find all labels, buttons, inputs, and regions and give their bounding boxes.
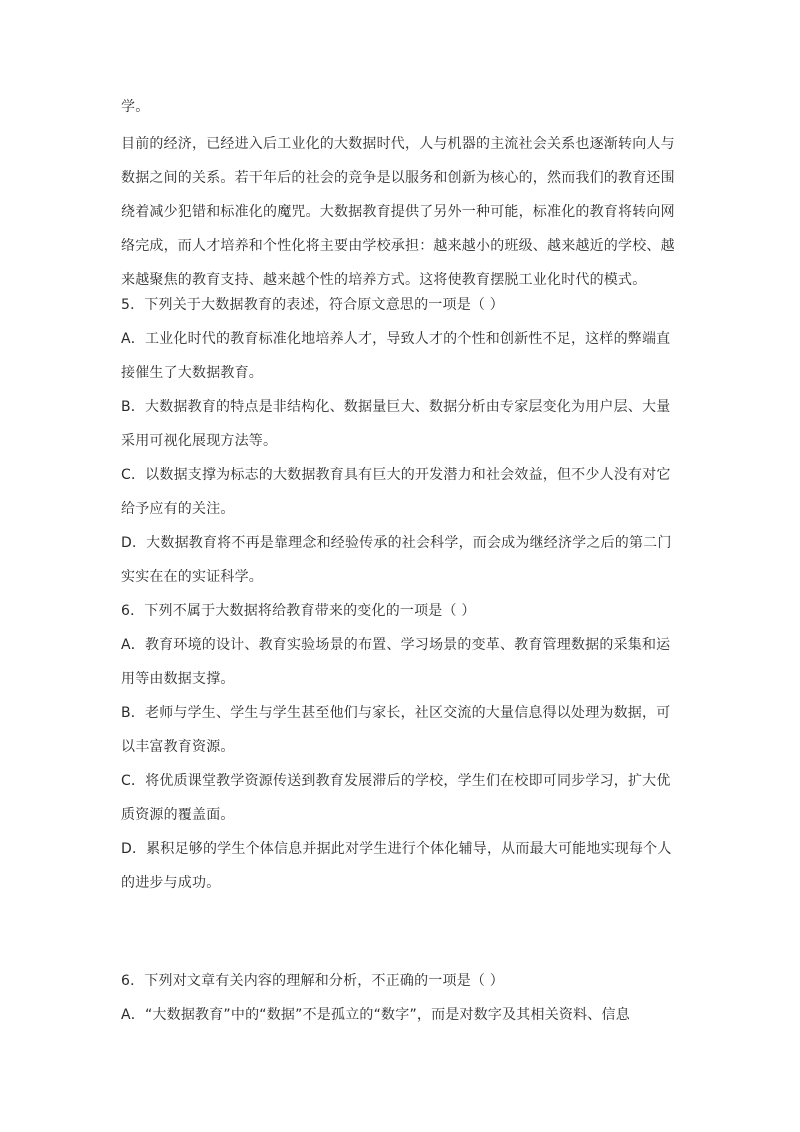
option-d-cont: 的进步与成功。 xyxy=(121,875,221,891)
option-a-cont: 用等由数据支撑。 xyxy=(121,671,235,687)
option-c-cont: 质资源的覆盖面。 xyxy=(121,807,235,823)
option-c: C．将优质课堂教学资源传送到教育发展滞后的学校，学生们在校即可同步学习，扩大优 xyxy=(121,773,671,789)
question-6-second xyxy=(121,964,679,1032)
text-line: 络完成，而人才培养和个性化将主要由学校承担：越来越小的班级、越来越近的学校、越 xyxy=(121,238,675,254)
passage-ending xyxy=(121,90,679,124)
option-c-cont: 给予应有的关注。 xyxy=(121,501,235,517)
option-b: B．大数据教育的特点是非结构化、数据量巨大、数据分析由专家层变化为用户层、大量 xyxy=(121,399,671,415)
question-stem: 5．下列关于大数据教育的表述，符合原文意思的一项是（ ） xyxy=(121,297,504,313)
option-b-cont: 采用可视化展现方法等。 xyxy=(121,433,278,449)
text-line: 学。 xyxy=(121,99,150,115)
option-d-cont: 实实在在的实证科学。 xyxy=(121,569,263,585)
option-a-cont: 接催生了大数据教育。 xyxy=(121,365,263,381)
option-a: A．“大数据教育”中的“数据”不是孤立的“数字”，而是对数字及其相关资料、信息 xyxy=(121,1007,630,1023)
text-line: 目前的经济，已经进入后工业化的大数据时代，人与机器的主流社会关系也逐渐转向人与 xyxy=(121,136,675,152)
question-stem: 6．下列对文章有关内容的理解和分析，不正确的一项是（ ） xyxy=(121,973,504,989)
passage-paragraph xyxy=(121,127,679,297)
question-stem: 6．下列不属于大数据将给教育带来的变化的一项是（ ） xyxy=(121,603,476,619)
option-b: B．老师与学生、学生与学生甚至他们与家长，社区交流的大量信息得以处理为数据，可 xyxy=(121,705,671,721)
option-d: D．大数据教育将不再是靠理念和经验传承的社会科学，而会成为继经济学之后的第二门 xyxy=(121,535,672,551)
text-line: 绕着减少犯错和标准化的魔咒。大数据教育提供了另外一种可能，标准化的教育将转向网 xyxy=(121,204,675,220)
text-line: 数据之间的关系。若干年后的社会的竞争是以服务和创新为核心的，然而我们的教育还围 xyxy=(121,170,675,186)
question-5 xyxy=(121,288,679,594)
option-b-cont: 以丰富教育资源。 xyxy=(121,739,235,755)
option-c: C．以数据支撑为标志的大数据教育具有巨大的开发潜力和社会效益，但不少人没有对它 xyxy=(121,467,671,483)
text-line: 来越聚焦的教育支持、越来越个性的培养方式。这将使教育摆脱工业化时代的模式。 xyxy=(121,272,647,288)
option-d: D．累积足够的学生个体信息并据此对学生进行个体化辅导，从而最大可能地实现每个人 xyxy=(121,841,672,857)
question-6 xyxy=(121,594,679,900)
option-a: A．教育环境的设计、教育实验场景的布置、学习场景的变革、教育管理数据的采集和运 xyxy=(121,637,671,653)
option-a: A．工业化时代的教育标准化地培养人才，导致人才的个性和创新性不足，这样的弊端直 xyxy=(121,331,671,347)
